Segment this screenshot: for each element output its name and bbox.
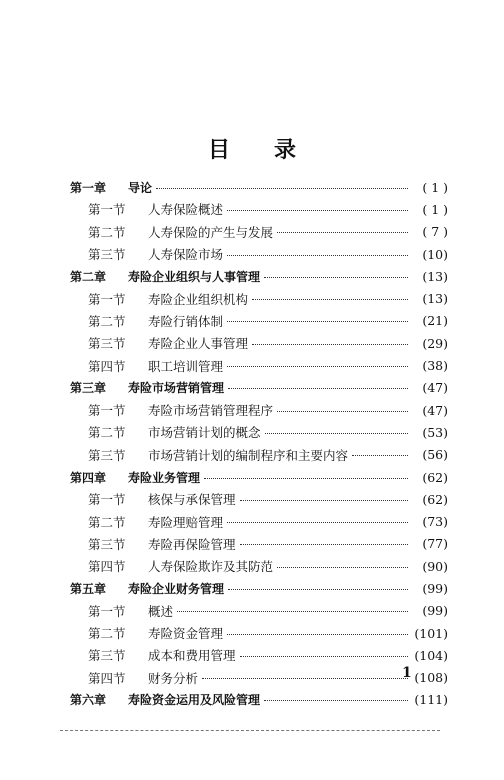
- table-of-contents: [70, 176, 448, 711]
- toc-entry-number: 第四章: [70, 470, 107, 485]
- toc-entry-title: 市场营销计划的编制程序和主要内容: [148, 447, 349, 463]
- toc-entry-number: 第三章: [70, 381, 107, 396]
- toc-entry-title: 寿险理赔管理: [148, 514, 224, 530]
- toc-entry-number: 第一节: [88, 603, 126, 619]
- toc-entry-page: (62): [422, 491, 448, 507]
- toc-entry-page: (108): [414, 670, 448, 686]
- toc-entry-page: (73): [422, 514, 448, 530]
- toc-section-entry: [70, 510, 448, 532]
- dot-leader: [277, 567, 408, 568]
- toc-chapter-entry: [70, 377, 448, 399]
- toc-section-entry: [70, 421, 448, 443]
- toc-entry-page: (13): [422, 268, 448, 284]
- dot-leader: [227, 321, 408, 322]
- toc-entry-page: ( 1 ): [422, 201, 448, 217]
- toc-entry-page: (10): [422, 246, 448, 262]
- toc-entry-page: (47): [422, 402, 448, 418]
- toc-entry-number: 第四节: [88, 559, 126, 575]
- toc-section-entry: [70, 198, 448, 220]
- toc-entry-title: 寿险市场营销管理程序: [148, 403, 274, 419]
- toc-entry-page: (21): [422, 313, 448, 329]
- dot-leader: [227, 255, 408, 256]
- dot-leader: [177, 611, 408, 612]
- dot-leader: [277, 411, 408, 412]
- toc-entry-title: 成本和费用管理: [148, 648, 236, 664]
- dot-leader: [156, 188, 408, 189]
- toc-entry-number: 第五章: [70, 581, 107, 596]
- toc-section-entry: [70, 555, 448, 577]
- dot-leader: [240, 544, 408, 545]
- toc-entry-number: 第二节: [88, 224, 126, 240]
- dot-leader: [240, 656, 408, 657]
- title-char-1: 目: [207, 138, 230, 163]
- toc-entry-number: 第二节: [88, 626, 126, 642]
- toc-section-entry: [70, 287, 448, 309]
- toc-entry-number: 第一节: [88, 492, 126, 508]
- bottom-rule: [60, 730, 440, 731]
- toc-entry-page: (99): [422, 580, 448, 596]
- dot-leader: [228, 589, 408, 590]
- toc-entry-number: 第一节: [88, 202, 126, 218]
- toc-entry-title: 职工培训管理: [148, 358, 224, 374]
- toc-entry-page: (13): [422, 291, 448, 307]
- toc-section-entry: [70, 644, 448, 666]
- toc-entry-title: 寿险企业人事管理: [148, 336, 249, 352]
- dot-leader: [252, 344, 408, 345]
- toc-entry-number: 第四节: [88, 358, 126, 374]
- toc-section-entry: [70, 243, 448, 265]
- toc-chapter-entry: [70, 265, 448, 287]
- dot-leader: [227, 210, 408, 211]
- dot-leader: [252, 299, 408, 300]
- toc-entry-page: (29): [422, 335, 448, 351]
- toc-entry-page: (62): [422, 469, 448, 485]
- toc-entry-number: 第三节: [88, 247, 126, 263]
- toc-entry-number: 第三节: [88, 536, 126, 552]
- toc-entry-page: (111): [414, 692, 448, 708]
- toc-entry-title: 人寿保险欺诈及其防范: [148, 559, 274, 575]
- toc-entry-title: 人寿保险的产生与发展: [148, 224, 274, 240]
- dot-leader: [204, 478, 408, 479]
- toc-entry-number: 第一节: [88, 291, 126, 307]
- toc-entry-number: 第一章: [70, 180, 107, 195]
- toc-entry-number: 第一节: [88, 403, 126, 419]
- toc-entry-page: (104): [414, 647, 448, 663]
- toc-entry-number: 第二节: [88, 514, 126, 530]
- toc-entry-title: 寿险行销体制: [148, 313, 224, 329]
- toc-section-entry: [70, 399, 448, 421]
- dot-leader: [227, 522, 408, 523]
- toc-entry-page: (47): [422, 380, 448, 396]
- dot-leader: [227, 366, 408, 367]
- toc-entry-title: 寿险业务管理: [128, 470, 201, 485]
- dot-leader: [264, 700, 408, 701]
- toc-entry-page: (90): [422, 558, 448, 574]
- toc-entry-title: 寿险资金运用及风险管理: [128, 693, 261, 708]
- toc-section-entry: [70, 622, 448, 644]
- title-char-2: 录: [274, 138, 297, 163]
- dot-leader: [265, 433, 408, 434]
- toc-entry-title: 财务分析: [148, 670, 199, 686]
- toc-entry-page: (77): [422, 536, 448, 552]
- dot-leader: [277, 232, 408, 233]
- toc-entry-title: 概述: [148, 603, 174, 619]
- toc-entry-page: (38): [422, 358, 448, 374]
- dot-leader: [264, 277, 408, 278]
- dot-leader: [228, 388, 408, 389]
- toc-entry-page: ( 7 ): [422, 224, 448, 240]
- page-title: [0, 133, 504, 164]
- toc-entry-page: (101): [414, 625, 448, 641]
- toc-section-entry: [70, 600, 448, 622]
- toc-entry-number: 第三节: [88, 336, 126, 352]
- toc-entry-title: 寿险企业财务管理: [128, 581, 225, 596]
- toc-entry-title: 寿险资金管理: [148, 626, 224, 642]
- toc-entry-number: 第六章: [70, 693, 107, 708]
- toc-entry-title: 市场营销计划的概念: [148, 425, 261, 441]
- toc-entry-title: 核保与承保管理: [148, 492, 236, 508]
- toc-section-entry: [70, 488, 448, 510]
- toc-entry-number: 第二章: [70, 269, 107, 284]
- toc-entry-number: 第四节: [88, 670, 126, 686]
- toc-section-entry: [70, 310, 448, 332]
- dot-leader: [227, 634, 408, 635]
- toc-entry-number: 第三节: [88, 447, 126, 463]
- toc-entry-title: 寿险市场营销管理: [128, 381, 225, 396]
- toc-section-entry: [70, 332, 448, 354]
- toc-entry-number: 第三节: [88, 648, 126, 664]
- toc-section-entry: [70, 667, 448, 689]
- dot-leader: [240, 500, 408, 501]
- page-number: 1: [402, 665, 412, 681]
- toc-section-entry: [70, 221, 448, 243]
- toc-section-entry: [70, 444, 448, 466]
- toc-section-entry: [70, 533, 448, 555]
- toc-chapter-entry: [70, 466, 448, 488]
- toc-entry-title: 寿险再保险管理: [148, 536, 236, 552]
- toc-entry-title: 人寿保险概述: [148, 202, 224, 218]
- toc-entry-page: (53): [422, 424, 448, 440]
- toc-entry-title: 导论: [128, 180, 153, 195]
- toc-entry-number: 第二节: [88, 313, 126, 329]
- dot-leader: [352, 455, 408, 456]
- dot-leader: [202, 678, 408, 679]
- toc-entry-page: ( 1 ): [422, 179, 448, 195]
- toc-entry-title: 人寿保险市场: [148, 247, 224, 263]
- toc-entry-page: (56): [422, 447, 448, 463]
- toc-chapter-entry: [70, 176, 448, 198]
- toc-entry-title: 寿险企业组织与人事管理: [128, 269, 261, 284]
- toc-entry-number: 第二节: [88, 425, 126, 441]
- toc-chapter-entry: [70, 577, 448, 599]
- toc-section-entry: [70, 354, 448, 376]
- toc-chapter-entry: [70, 689, 448, 711]
- toc-entry-page: (99): [422, 603, 448, 619]
- toc-entry-title: 寿险企业组织机构: [148, 291, 249, 307]
